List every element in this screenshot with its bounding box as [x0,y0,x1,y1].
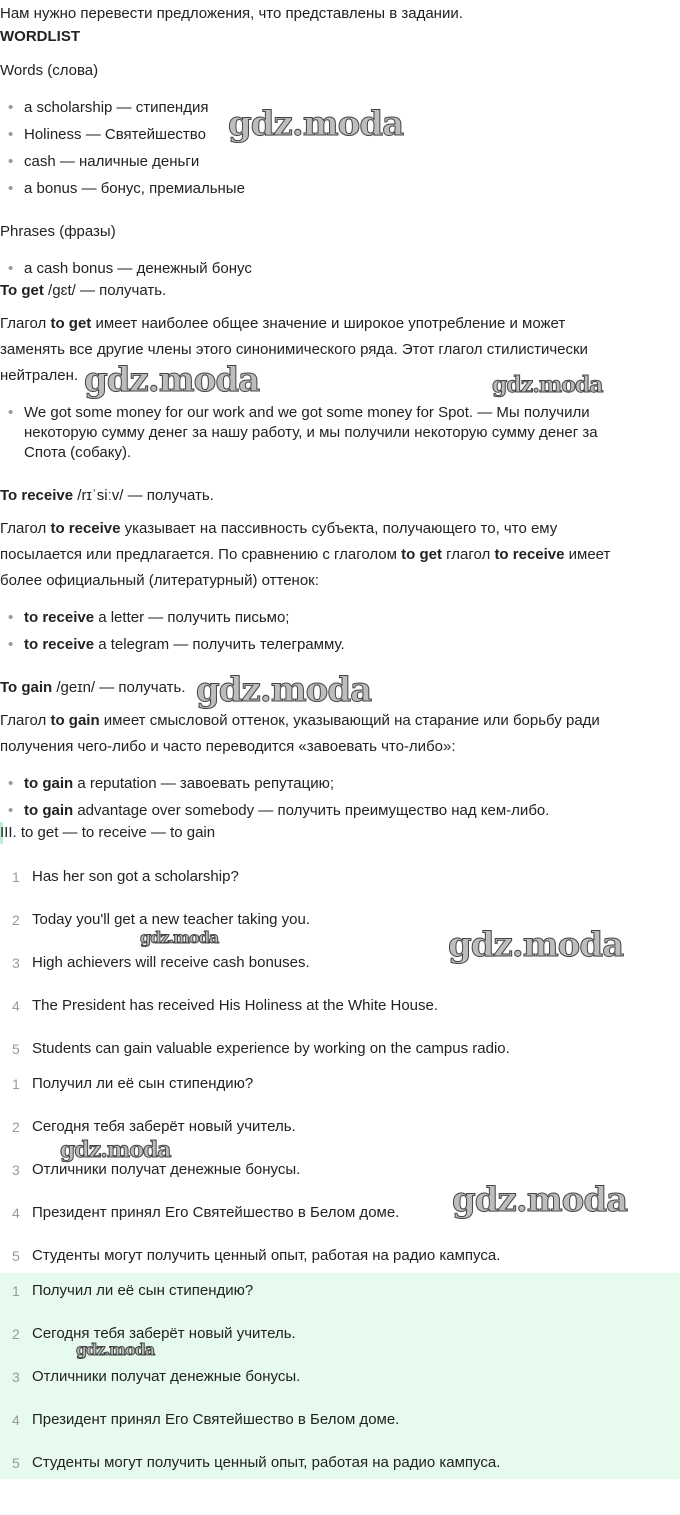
gain-example: • to gain a reputation — завоевать репутацию; [8,774,334,794]
english-sentence: Today you'll get a new teacher taking you. [32,911,311,928]
russian-sentence: Отличники получат денежные бонусы. [32,1161,301,1178]
get-paragraph-line: заменять все другие члены этого синонимического ряда. Этот глагол стилистически [0,341,588,358]
watermark: gdz.moda [492,372,603,398]
english-sentence: Students can gain valuable experience by working on the campus radio. [32,1040,510,1057]
item-number: 2 [12,912,20,928]
phrases-heading: Phrases (фразы) [0,223,116,240]
watermark: gdz.moda [448,925,624,965]
watermark: gdz.moda [60,1137,171,1163]
item-number: 2 [12,1326,20,1342]
item-number: 5 [12,1248,20,1264]
receive-example: • to receive a letter — получить письмо; [8,608,289,628]
word-item: • a bonus — бонус, премиальные [8,179,245,199]
intro-text: Нам нужно перевести предложения, что представлены в задании. [0,5,463,22]
watermark: gdz.moda [84,360,260,400]
word-item: • cash — наличные деньги [8,152,199,172]
watermark: gdz.moda [452,1180,628,1220]
russian-sentence: Президент принял Его Святейшество в Белом доме. [32,1204,400,1221]
word-item: • Holiness — Святейшество [8,125,206,145]
get-paragraph-line: нейтрален. [0,367,79,384]
russian-sentence: Получил ли её сын стипендию? [32,1075,254,1092]
english-sentence: High achievers will receive cash bonuses. [32,954,310,971]
words-heading: Words (слова) [0,62,99,79]
item-number: 3 [12,1369,20,1385]
russian-sentence: Студенты могут получить ценный опыт, работая на радио кампуса. [32,1454,501,1471]
get-example-cont: некоторую сумму денег за нашу работу, и мы получили некоторую сумму денег за [24,424,598,441]
item-number: 5 [12,1455,20,1471]
watermark: gdz.moda [76,1340,155,1359]
item-number: 1 [12,869,20,885]
english-sentence: The President has received His Holiness at the White House. [32,997,439,1014]
receive-heading: To receive /rɪˈsiːv/ — получать. [0,487,214,504]
phrase-item: • a cash bonus — денежный бонус [8,259,252,279]
item-number: 4 [12,1412,20,1428]
receive-paragraph-line: более официальный (литературный) оттенок: [0,572,319,589]
watermark: gdz.moda [228,104,404,144]
russian-sentence: Получил ли её сын стипендию? [32,1282,254,1299]
item-number: 4 [12,998,20,1014]
gain-paragraph-line: Глагол to gain имеет смысловой оттенок, указывающий на старание или борьбу ради [0,712,600,729]
receive-example: • to receive a telegram — получить телеграмму. [8,635,345,655]
word-item: • a scholarship — стипендия [8,98,208,118]
section-title: III. to get — to receive — to gain [0,824,216,841]
get-paragraph-line: Глагол to get имеет наиболее общее значение и широкое употребление и может [0,315,566,332]
get-heading: To get /ɡɛt/ — получать. [0,282,167,299]
russian-sentence: Президент принял Его Святейшество в Белом доме. [32,1411,400,1428]
russian-sentence: Студенты могут получить ценный опыт, работая на радио кампуса. [32,1247,501,1264]
receive-paragraph-line: посылается или предлагается. По сравнению с глаголом to get глагол to receive имеет [0,546,611,563]
english-sentence: Has her son got a scholarship? [32,868,239,885]
russian-sentence: Сегодня тебя заберёт новый учитель. [32,1118,296,1135]
gain-heading: To gain /ɡeɪn/ — получать. [0,679,186,696]
wordlist-title: WORDLIST [0,28,80,45]
watermark: gdz.moda [196,670,372,710]
russian-sentence: Сегодня тебя заберёт новый учитель. [32,1325,296,1342]
watermark: gdz.moda [140,928,219,947]
item-number: 4 [12,1205,20,1221]
gain-paragraph-line: получения чего-либо и часто переводится «завоевать что-либо»: [0,738,456,755]
item-number: 2 [12,1119,20,1135]
get-example-cont: Спота (собаку). [24,444,132,461]
get-example: • We got some money for our work and we got some money for Spot. — Мы получили [8,403,590,423]
item-number: 3 [12,955,20,971]
gain-example: • to gain advantage over somebody — получить преимущество над кем-либо. [8,801,549,821]
item-number: 5 [12,1041,20,1057]
item-number: 3 [12,1162,20,1178]
receive-paragraph-line: Глагол to receive указывает на пассивность субъекта, получающего то, что ему [0,520,558,537]
item-number: 1 [12,1076,20,1092]
item-number: 1 [12,1283,20,1299]
russian-sentence: Отличники получат денежные бонусы. [32,1368,301,1385]
